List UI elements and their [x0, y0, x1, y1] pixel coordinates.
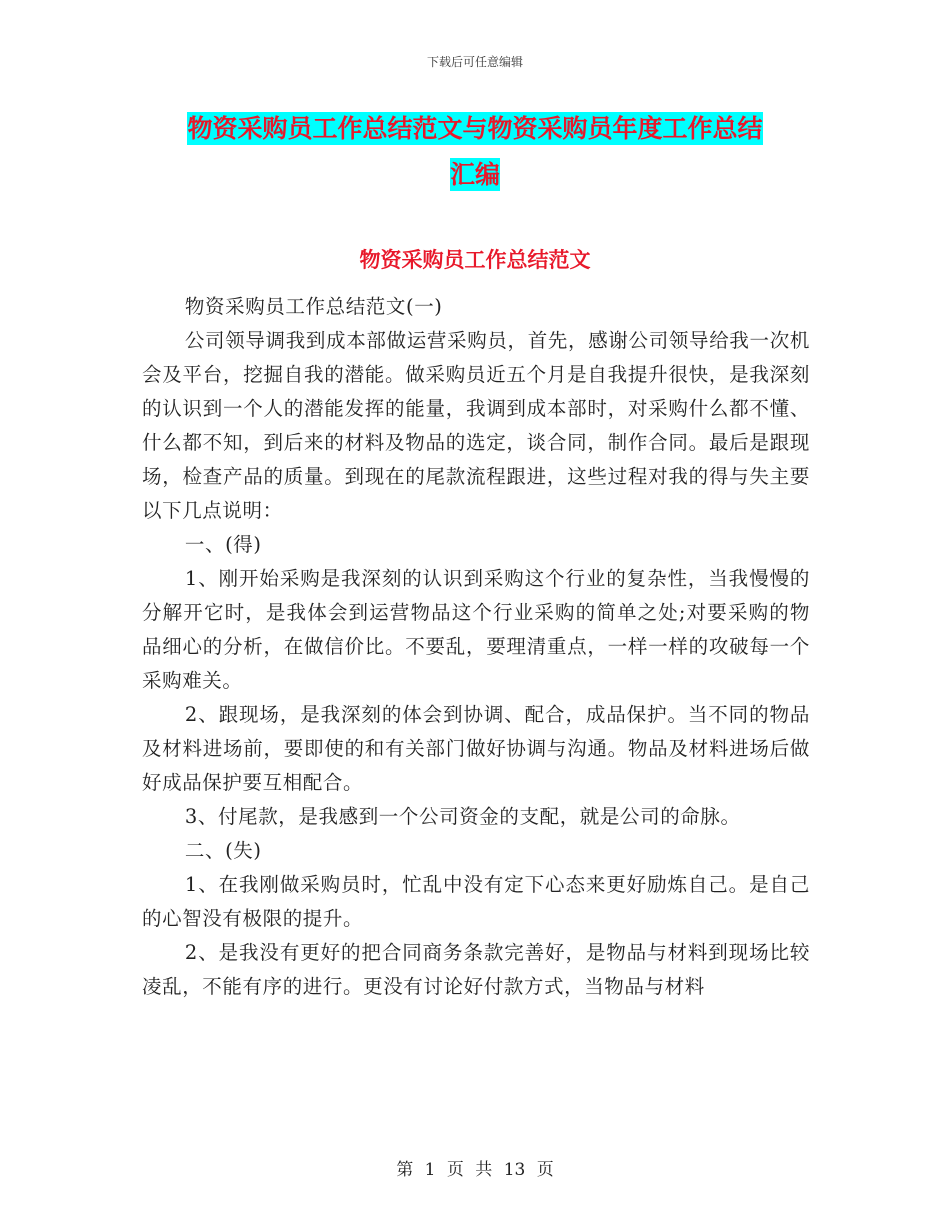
paragraph: 1、在我刚做采购员时，忙乱中没有定下心态来更好励炼自己。是自己的心智没有极限的提升。: [142, 873, 810, 930]
paragraph: 1、刚开始采购是我深刻的认识到采购这个行业的复杂性，当我慢慢的分解开它时，是我体会到运营物品这个行业采购的简单之处;对要采购的物品细心的分析，在做信价比。不要乱，要理清重点，一样一样的攻破每一个采购难关。: [142, 567, 810, 692]
page-number: 第 1 页 共 13 页: [396, 1160, 554, 1180]
paragraph-heading-losses: 二、(失): [184, 839, 262, 862]
paragraph: 2、是我没有更好的把合同商务条款完善好，是物品与材料到现场比较凌乱，不能有序的进行。更没有讨论好付款方式，当物品与材料: [142, 941, 810, 998]
paragraph: 2、跟现场，是我深刻的体会到协调、配合，成品保护。当不同的物品及材料进场前，要即使的和有关部门做好协调与沟通。物品及材料进场后做好成品保护要互相配合。: [142, 703, 810, 794]
paragraph-heading-gains: 一、(得): [184, 533, 262, 556]
document-body: [142, 290, 810, 1004]
title-line-1: 物资采购员工作总结范文与物资采购员年度工作总结: [187, 114, 763, 143]
paragraph: 公司领导调我到成本部做运营采购员，首先，感谢公司领导给我一次机会及平台，挖掘自我的潜能。做采购员近五个月是自我提升很快，是我深刻的认识到一个人的潜能发挥的能量，我调到成本部时，对采购什么都不懂、什么都不知，到后来的材料及物品的选定，谈合同，制作合同。最后是跟现场，检查产品的质量。到现在的尾款流程跟进，这些过程对我的得与失主要以下几点说明：: [142, 329, 810, 522]
section-title: 物资采购员工作总结范文: [359, 248, 591, 272]
document-title: [0, 106, 950, 198]
title-line-2: 汇编: [449, 160, 500, 189]
header-note: 下载后可任意编辑: [426, 55, 523, 69]
paragraph: 3、付尾款，是我感到一个公司资金的支配，就是公司的命脉。: [184, 805, 741, 828]
paragraph-subtitle: 物资采购员工作总结范文(一): [184, 295, 443, 318]
